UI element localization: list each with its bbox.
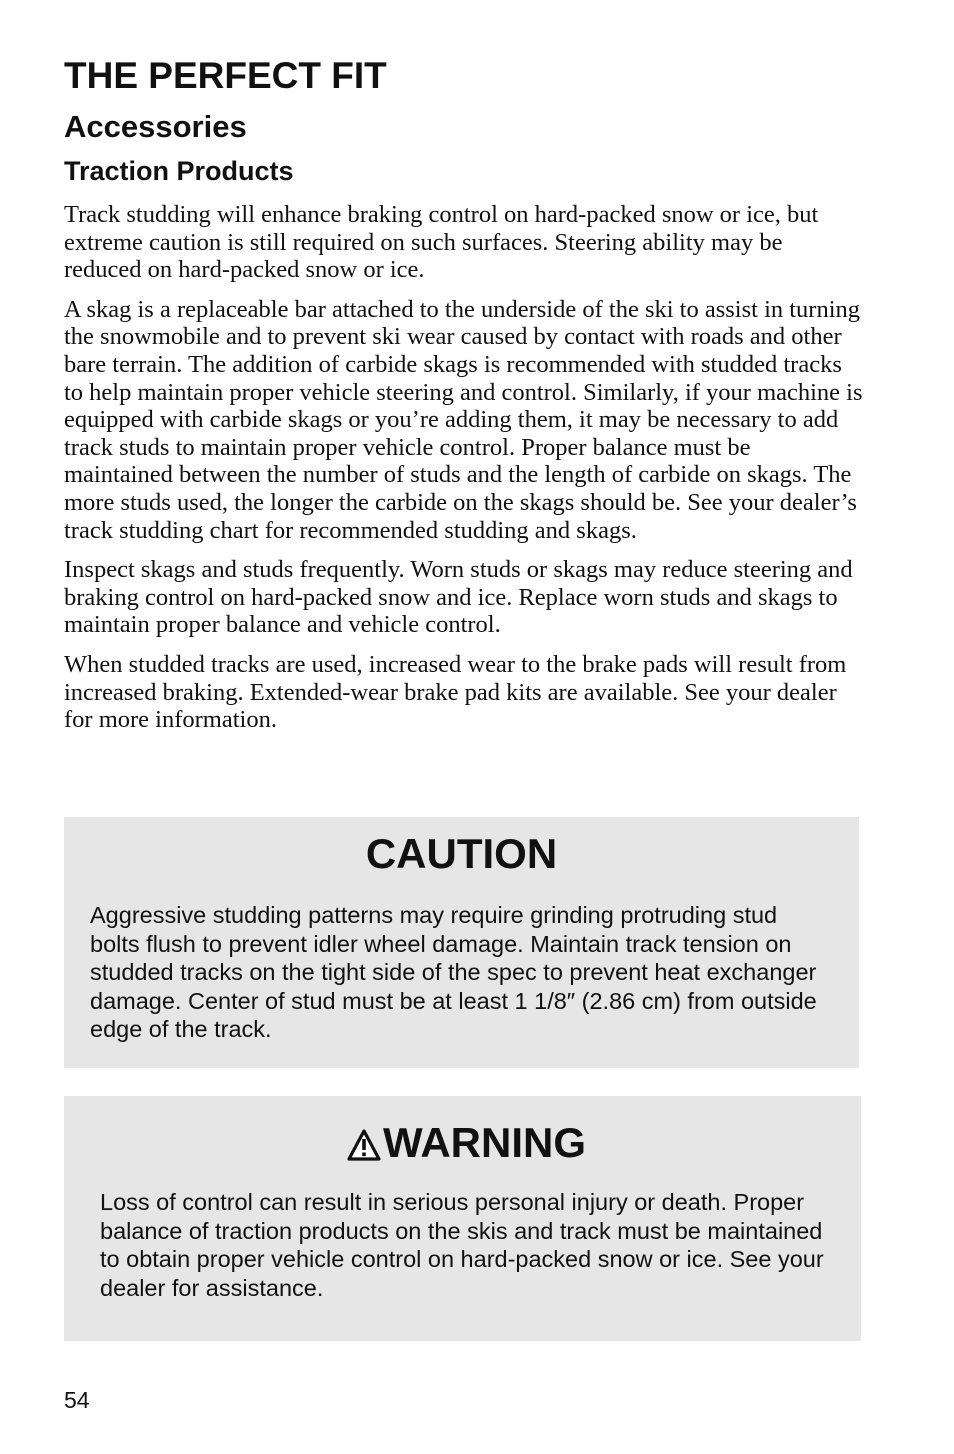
page-number: 54 [64, 1387, 90, 1413]
caution-heading: CAUTION [365, 830, 558, 877]
warning-heading: WARNING [383, 1119, 586, 1166]
caution-box [64, 817, 859, 1068]
section-title: THE PERFECT FIT [64, 55, 387, 96]
warning-box [64, 1096, 861, 1341]
paragraph-studding: Track studding will enhance braking control on hard-packed snow or ice, but extreme caution is still required on such surfaces. Steering ability may be reduced on hard-packed snow or ice. [64, 201, 819, 284]
paragraph-inspect: Inspect skags and studs frequently. Worn studs or skags may reduce steering and braking control on hard-packed snow and ice. Replace worn studs and skags to maintain proper balance and vehicle control. [64, 556, 853, 639]
warning-triangle-icon [347, 1129, 381, 1161]
paragraph-brake-pads: When studded tracks are used, increased wear to the brake pads will result from increased braking. Extended-wear brake pad kits are available. See your dealer for more information. [64, 650, 847, 734]
paragraph-skags: A skag is a replaceable bar attached to the underside of the ski to assist in turning the snowmobile and to prevent ski wear caused by contact with roads and other bare terrain. The addition of carbide skags is recommended with studded tracks to help maintain proper vehicle steering and control. Similarly, if your machine is equipped with carbide skags or you’re adding them, it may be necessary to add track studs to maintain proper vehicle control. Proper balance must be maintained between the number of studs and the length of carbide on skags. The more studs used, the longer the carbide on the skags should be. See your dealer’s track studding chart for recommended studding and skags. [64, 295, 863, 544]
warning-text: Loss of control can result in serious personal injury or death. Proper balance of traction products on the skis and track must be maintained to obtain proper vehicle control on hard-packed snow or ice. See your dealer for assistance. [100, 1189, 824, 1301]
warning-heading-row [100, 1120, 833, 1166]
subsection-title: Accessories [64, 109, 247, 144]
topic-title: Traction Products [64, 156, 294, 186]
body-text [64, 201, 864, 746]
caution-text: Aggressive studding patterns may require grinding protruding stud bolts flush to prevent idler wheel damage. Maintain track tension on studded tracks on the tight side of the spec to prevent heat exchanger damage. Center of stud must be at least 1 1/8″ (2.86 cm) from outside edge of the track. [90, 902, 817, 1043]
